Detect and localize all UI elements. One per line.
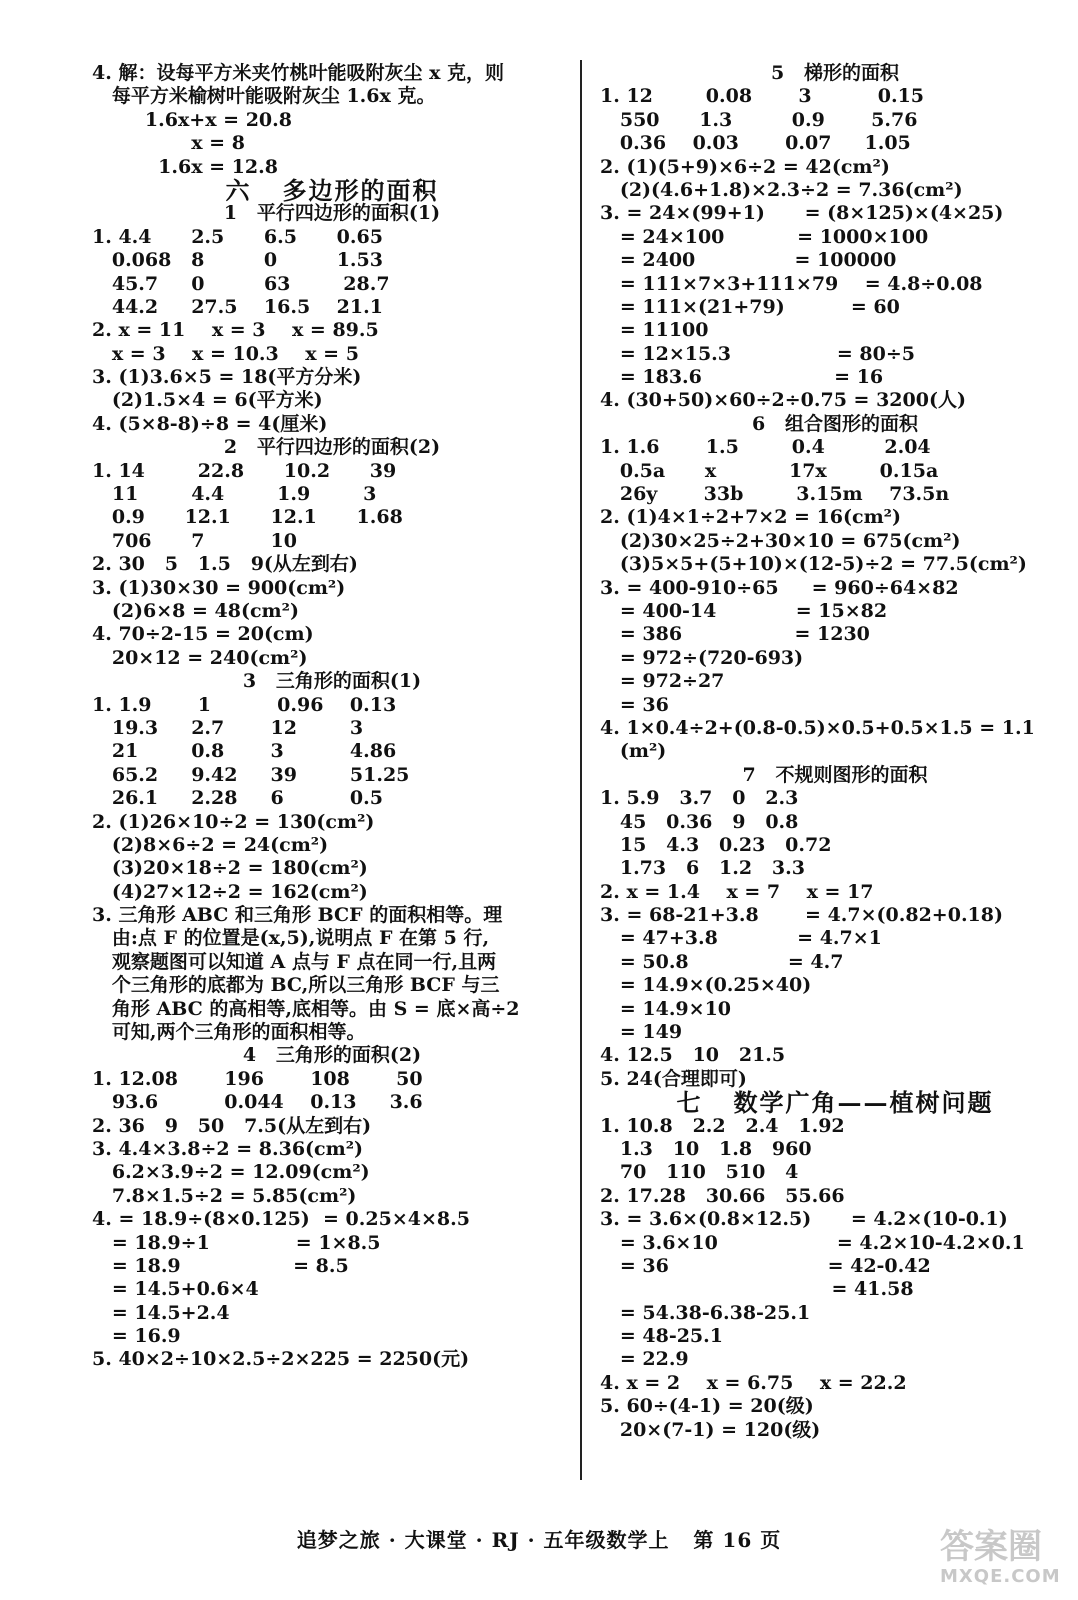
answer-line: = 11100	[600, 319, 709, 342]
answer-line: (m²)	[600, 740, 667, 763]
answer-line: = 22.9	[600, 1348, 689, 1371]
answer-line: 45.7 0 63 28.7	[92, 272, 390, 295]
answer-line: 0.36 0.03 0.07 1.05	[600, 132, 911, 155]
answer-line: 11 4.4 1.9 3	[92, 483, 377, 506]
answer-line: 3. = 400-910÷65 = 960÷64×82	[600, 576, 959, 599]
answer-line: 0.068 8 0 1.53	[92, 249, 383, 272]
answer-line: 1. 1.6 1.5 0.4 2.04	[600, 436, 931, 459]
answer-line: 4. (30+50)×60÷2÷0.75 = 3200(人)	[600, 389, 966, 412]
answer-line: 26.1 2.28 6 0.5	[92, 787, 383, 810]
answer-line: 5. 60÷(4-1) = 20(级)	[600, 1395, 814, 1418]
answer-line: 3. = 24×(99+1) = (8×125)×(4×25)	[600, 202, 1004, 225]
answer-line: 4. = 18.9÷(8×0.125) = 0.25×4×8.5	[92, 1208, 470, 1231]
answer-line: 2. (1)4×1÷2+7×2 = 16(cm²)	[600, 506, 901, 529]
answer-line: x = 3 x = 10.3 x = 5	[92, 342, 359, 365]
answer-line: 93.6 0.044 0.13 3.6	[92, 1091, 423, 1114]
answer-line: 1. 12.08 196 108 50	[92, 1067, 423, 1090]
answer-line: 1. 14 22.8 10.2 39	[92, 459, 397, 482]
answer-line: 1.6x = 12.8	[92, 155, 278, 178]
answer-line: 4. 解：设每平方米夹竹桃叶能吸附灰尘 x 克，则	[92, 62, 505, 84]
answer-line: 1.6x+x = 20.8	[92, 108, 292, 131]
answer-line: = 47+3.8 = 4.7×1	[600, 927, 882, 950]
column-divider	[580, 60, 582, 1480]
section-heading: 1 平行四边形的面积(1)	[223, 202, 441, 225]
page-footer: 追梦之旅 · 大课堂 · RJ · 五年级数学上 第 16 页	[296, 1528, 782, 1552]
section-heading: 4 三角形的面积(2)	[242, 1044, 422, 1067]
watermark-text: 答案圈	[940, 1527, 1042, 1567]
section-heading: 2 平行四边形的面积(2)	[223, 436, 441, 459]
answer-line: = 16.9	[92, 1325, 181, 1348]
answer-line: (2)30×25÷2+30×10 = 675(cm²)	[600, 529, 961, 552]
answer-line: = 149	[600, 1021, 683, 1044]
answer-line: = 972÷27	[600, 670, 725, 693]
answer-line: 7.8×1.5÷2 = 5.85(cm²)	[92, 1184, 357, 1207]
answer-line: 3. = 3.6×(0.8×12.5) = 4.2×(10-0.1)	[600, 1208, 1008, 1231]
answer-line: 1. 10.8 2.2 2.4 1.92	[600, 1114, 845, 1137]
answer-line: 1. 4.4 2.5 6.5 0.65	[92, 225, 383, 248]
answer-line: = 111×7×3+111×79 = 4.8÷0.08	[600, 272, 983, 295]
section-heading: 七 数学广角——植树问题	[676, 1088, 994, 1118]
right-column	[600, 62, 1070, 1442]
watermark-logo	[940, 1528, 1070, 1592]
answer-line: (3)20×18÷2 = 180(cm²)	[92, 857, 368, 880]
answer-line: 3. (1)3.6×5 = 18(平方分米)	[92, 366, 362, 389]
answer-line: 19.3 2.7 12 3	[92, 716, 364, 739]
answer-line: 4. 70÷2-15 = 20(cm)	[92, 623, 314, 646]
answer-line: = 183.6 = 16	[600, 366, 884, 389]
answer-line: = 48-25.1	[600, 1325, 723, 1348]
answer-line: (3)5×5+(5+10)×(12-5)÷2 = 77.5(cm²)	[600, 553, 1027, 576]
answer-line: 26y 33b 3.15m 73.5n	[600, 483, 950, 506]
answer-line: 6.2×3.9÷2 = 12.09(cm²)	[92, 1161, 370, 1184]
answer-line: 1. 5.9 3.7 0 2.3	[600, 787, 799, 810]
answer-line: 观察题图可以知道 A 点与 F 点在同一行,且两	[92, 950, 497, 973]
answer-line: 3. (1)30×30 = 900(cm²)	[92, 576, 346, 599]
section-heading: 6 组合图形的面积	[751, 412, 919, 435]
answer-line: 1. 1.9 1 0.96 0.13	[92, 693, 397, 716]
answer-line: = 36 = 42-0.42	[600, 1254, 931, 1277]
answer-line: = 14.5+0.6×4	[92, 1278, 259, 1301]
answer-line: 5. 40×2÷10×2.5÷2×225 = 2250(元)	[92, 1348, 470, 1371]
answer-line: x = 8	[92, 132, 245, 155]
answer-line: 1.73 6 1.2 3.3	[600, 857, 805, 880]
answer-line: 2. x = 11 x = 3 x = 89.5	[92, 319, 379, 342]
answer-line: 3. 4.4×3.8÷2 = 8.36(cm²)	[92, 1137, 364, 1160]
answer-line: 65.2 9.42 39 51.25	[92, 763, 410, 786]
answer-line: = 18.9 = 8.5	[92, 1254, 349, 1277]
answer-line: = 111×(21+79) = 60	[600, 295, 900, 318]
answer-line: 1.3 10 1.8 960	[600, 1137, 812, 1160]
answer-line: = 12×15.3 = 80÷5	[600, 342, 915, 365]
answer-line: 每平方米榆树叶能吸附灰尘 1.6x 克。	[92, 85, 436, 108]
answer-line: = 18.9÷1 = 1×8.5	[92, 1231, 381, 1254]
answer-line: = 14.9×10	[600, 997, 732, 1020]
answer-line: 0.5a x 17x 0.15a	[600, 459, 939, 482]
answer-line: 20×12 = 240(cm²)	[92, 646, 308, 669]
answer-line: (4)27×12÷2 = 162(cm²)	[92, 880, 368, 903]
answer-line: 2. 30 5 1.5 9(从左到右)	[92, 553, 358, 576]
answer-line: 2. 17.28 30.66 55.66	[600, 1184, 845, 1207]
answer-line: 4. 1×0.4÷2+(0.8-0.5)×0.5+0.5×1.5 = 1.1	[600, 716, 1035, 739]
answer-line: = 41.58	[600, 1278, 914, 1301]
left-column	[92, 62, 572, 1372]
answer-line: 44.2 27.5 16.5 21.1	[92, 295, 383, 318]
answer-line: 550 1.3 0.9 5.76	[600, 108, 918, 131]
answer-line: = 54.38-6.38-25.1	[600, 1301, 811, 1324]
answer-line: 1. 12 0.08 3 0.15	[600, 85, 925, 108]
answer-line: 0.9 12.1 12.1 1.68	[92, 506, 403, 529]
answer-line: 2. (1)26×10÷2 = 130(cm²)	[92, 810, 375, 833]
answer-line: 个三角形的底都为 BC,所以三角形 BCF 与三	[92, 974, 500, 997]
answer-line: = 50.8 = 4.7	[600, 950, 844, 973]
section-heading: 六 多边形的面积	[225, 175, 439, 205]
answer-line: (2)8×6÷2 = 24(cm²)	[92, 833, 329, 856]
answer-line: 角形 ABC 的高相等,底相等。由 S = 底×高÷2	[92, 997, 520, 1020]
answer-line: 4. (5×8-8)÷8 = 4(厘米)	[92, 412, 328, 435]
answer-line: 4. x = 2 x = 6.75 x = 22.2	[600, 1371, 907, 1394]
answer-line: 3. = 68-21+3.8 = 4.7×(0.82+0.18)	[600, 904, 1003, 927]
answer-line: 21 0.8 3 4.86	[92, 740, 397, 763]
answer-line: 20×(7-1) = 120(级)	[600, 1418, 821, 1441]
answer-line: 2. (1)(5+9)×6÷2 = 42(cm²)	[600, 155, 890, 178]
answer-line: (2)6×8 = 48(cm²)	[92, 599, 299, 622]
watermark-url: MXQE.COM	[940, 1566, 1061, 1587]
answer-line: (2)1.5×4 = 6(平方米)	[92, 389, 323, 412]
answer-line: (2)(4.6+1.8)×2.3÷2 = 7.36(cm²)	[600, 178, 963, 201]
answer-line: = 24×100 = 1000×100	[600, 225, 929, 248]
answer-line: = 36	[600, 693, 669, 716]
answer-line: 可知,两个三角形的面积相等。	[92, 1021, 366, 1044]
answer-line: 3. 三角形 ABC 和三角形 BCF 的面积相等。理	[92, 904, 503, 927]
answer-line: 4. 12.5 10 21.5	[600, 1044, 786, 1067]
answer-line: = 3.6×10 = 4.2×10-4.2×0.1	[600, 1231, 1025, 1254]
answer-line: 706 7 10	[92, 529, 298, 552]
answer-line: = 14.9×(0.25×40)	[600, 974, 812, 997]
section-heading: 7 不规则图形的面积	[742, 763, 928, 786]
answer-line: 70 110 510 4	[600, 1161, 799, 1184]
answer-line: 2. 36 9 50 7.5(从左到右)	[92, 1114, 372, 1137]
answer-line: = 972÷(720-693)	[600, 646, 804, 669]
section-heading: 3 三角形的面积(1)	[242, 670, 422, 693]
section-heading: 5 梯形的面积	[770, 62, 900, 84]
answer-line: 5. 24(合理即可)	[600, 1067, 747, 1090]
answer-line: 由:点 F 的位置是(x,5),说明点 F 在第 5 行,	[92, 927, 490, 950]
answer-line: = 14.5+2.4	[92, 1301, 230, 1324]
answer-line: = 2400 = 100000	[600, 249, 897, 272]
answer-line: 2. x = 1.4 x = 7 x = 17	[600, 880, 874, 903]
answer-line: = 386 = 1230	[600, 623, 870, 646]
answer-line: = 400-14 = 15×82	[600, 599, 888, 622]
answer-line: 15 4.3 0.23 0.72	[600, 833, 832, 856]
answer-line: 45 0.36 9 0.8	[600, 810, 799, 833]
